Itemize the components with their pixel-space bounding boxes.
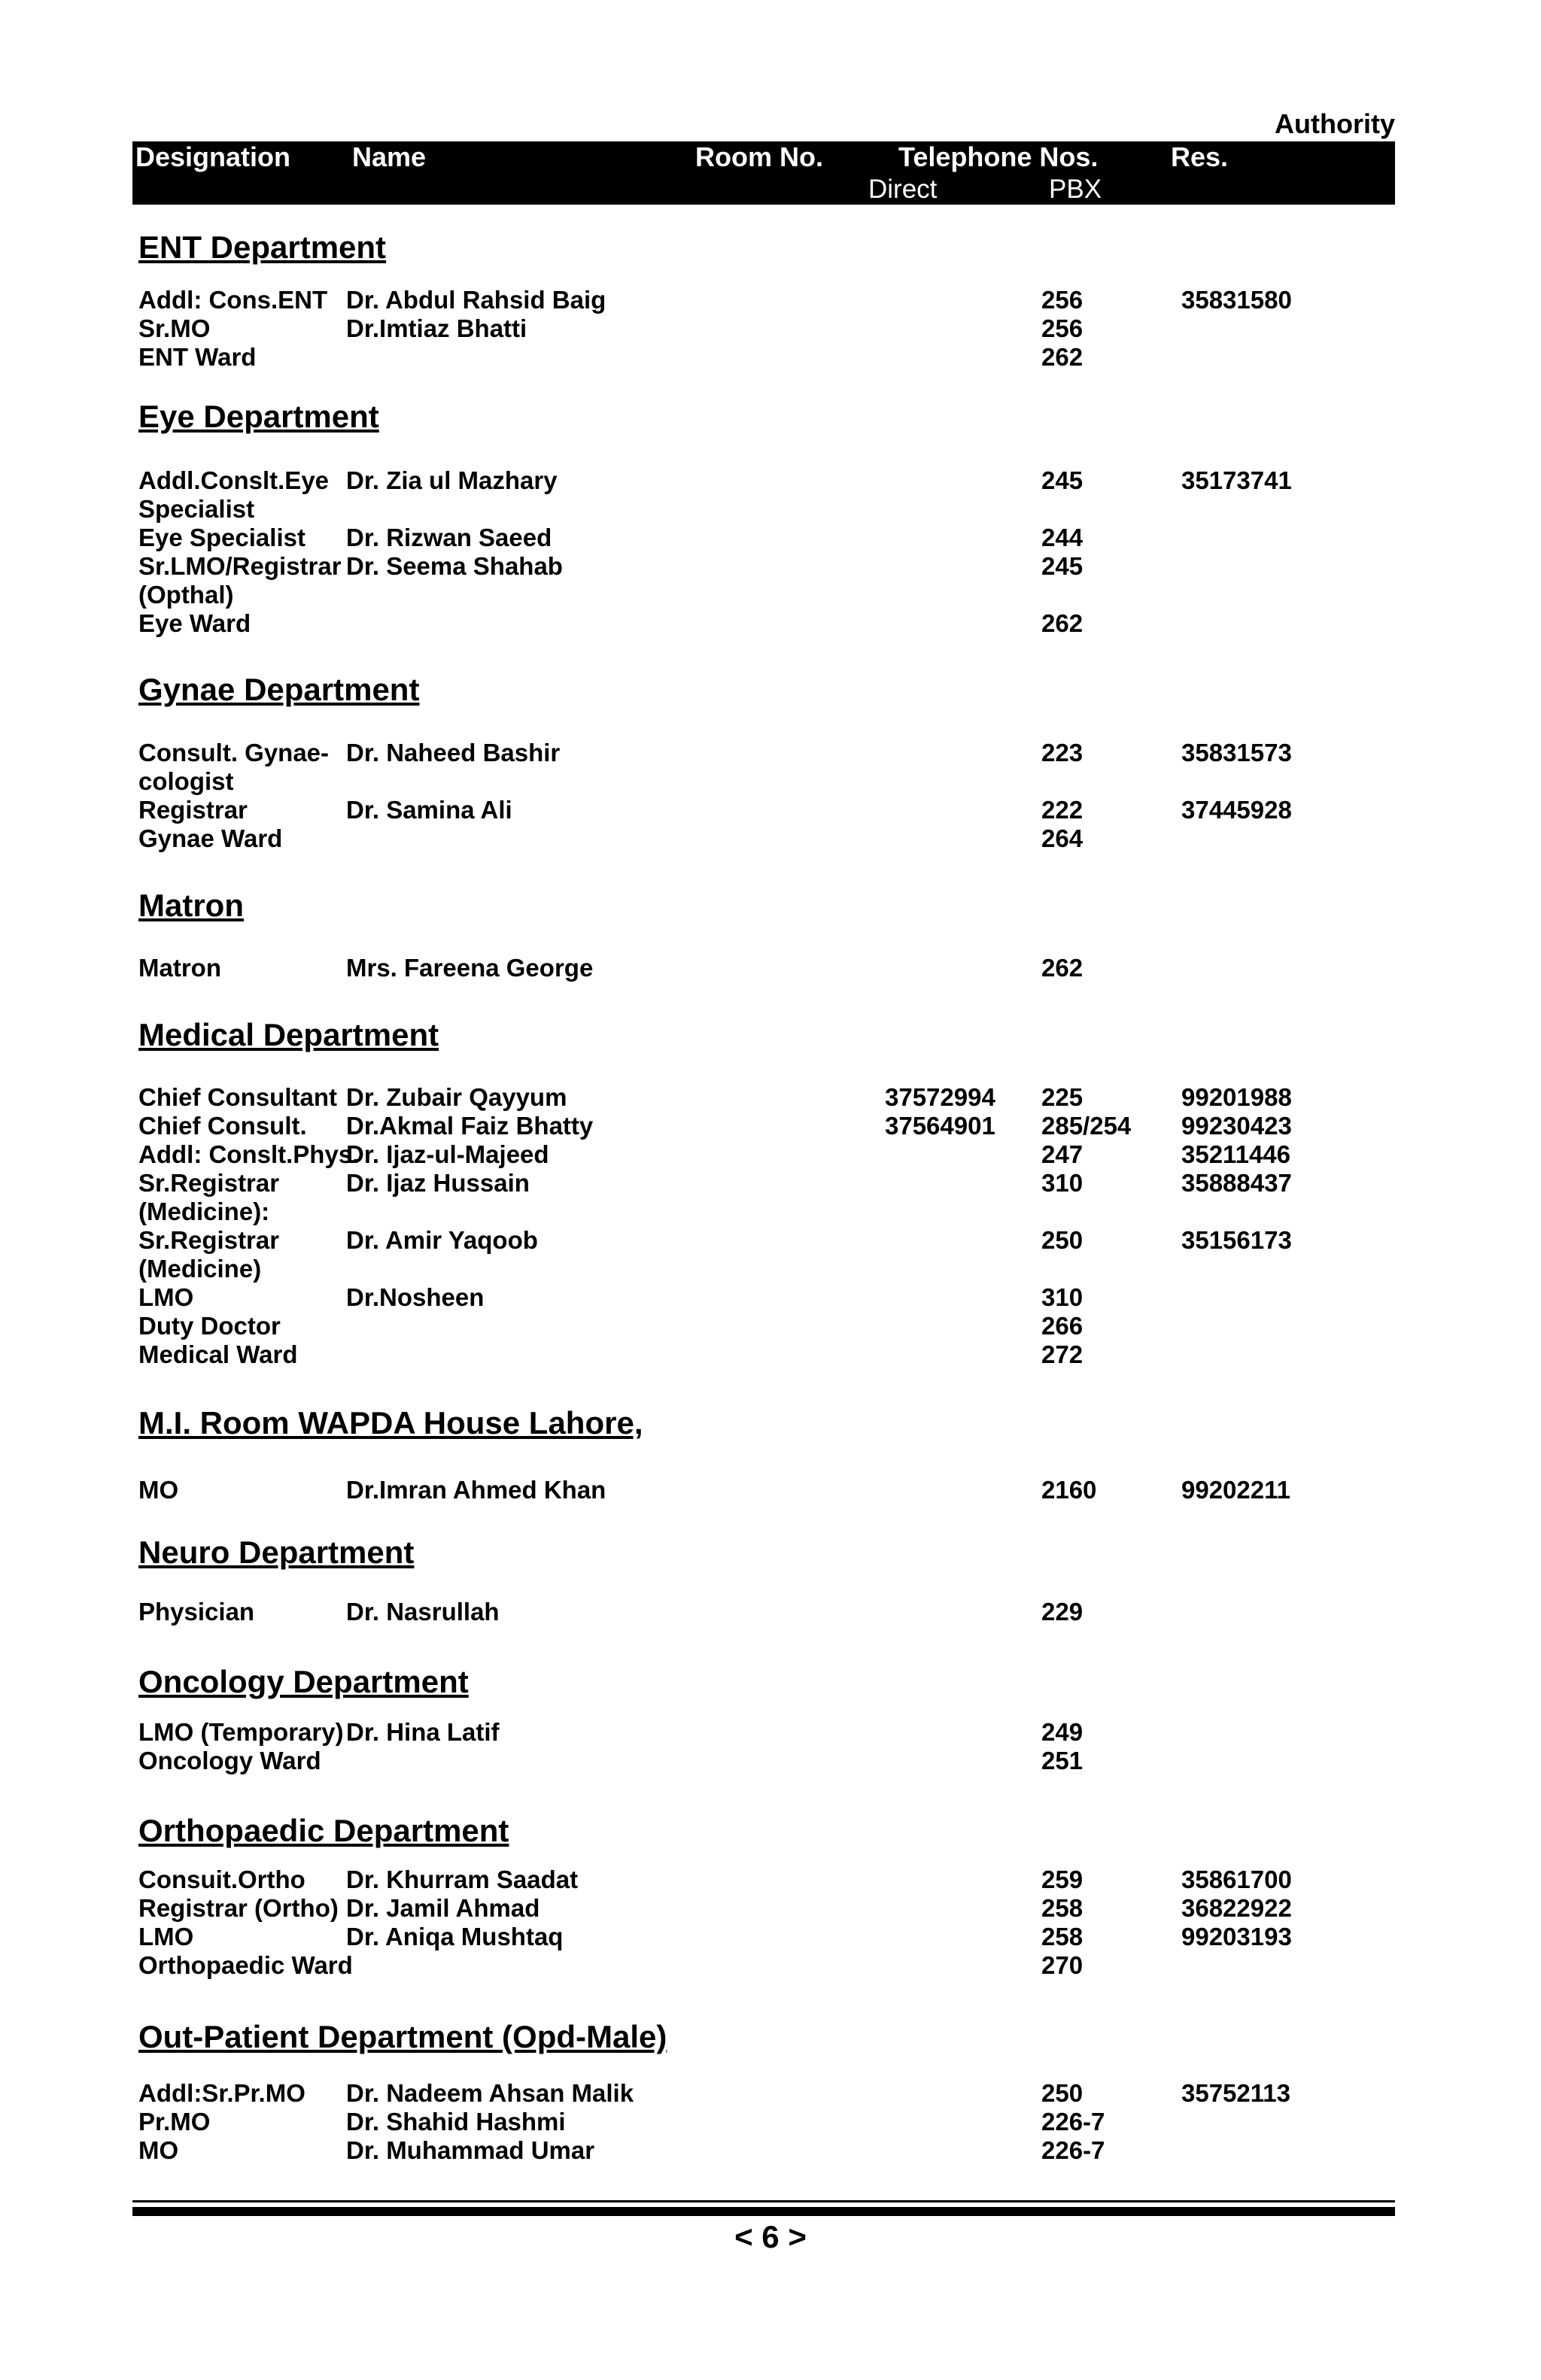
person-name: Dr. Seema Shahab xyxy=(346,552,563,580)
designation: Sr.Registrar xyxy=(138,1226,280,1254)
section-title: Out-Patient Department (Opd-Male) xyxy=(138,2019,667,2054)
table-row xyxy=(0,343,1541,373)
designation: (Opthal) xyxy=(138,581,234,609)
designation: Eye Specialist xyxy=(138,524,305,551)
table-row xyxy=(0,286,1541,316)
designation: Sr.LMO/Registrar xyxy=(138,552,342,580)
person-name: Dr.Nosheen xyxy=(346,1283,485,1311)
table-row xyxy=(0,1598,1541,1628)
person-name: Mrs. Fareena George xyxy=(346,954,594,982)
res-phone: 99201988 xyxy=(1181,1083,1292,1111)
table-row xyxy=(0,2108,1541,2138)
person-name: Dr. Zubair Qayyum xyxy=(346,1083,567,1111)
pbx-ext: 223 xyxy=(1041,739,1084,767)
person-name: Dr. Ijaz-ul-Majeed xyxy=(346,1140,549,1168)
authority-label: Authority xyxy=(1275,108,1395,139)
table-row xyxy=(0,1747,1541,1777)
person-name: Dr. Naheed Bashir xyxy=(346,739,561,767)
person-name: Dr.Imran Ahmed Khan xyxy=(346,1476,606,1504)
section-title: M.I. Room WAPDA House Lahore, xyxy=(138,1405,643,1440)
person-name: Dr.Akmal Faiz Bhatty xyxy=(346,1112,594,1140)
direct-phone: 37564901 xyxy=(885,1112,995,1140)
pbx-ext: 264 xyxy=(1041,824,1084,852)
person-name: Dr. Abdul Rahsid Baig xyxy=(346,286,606,314)
designation: LMO xyxy=(138,1923,194,1950)
person-name: Dr. Jamil Ahmad xyxy=(346,1894,540,1922)
designation: Addl:Sr.Pr.MO xyxy=(138,2079,305,2107)
pbx-ext: 250 xyxy=(1041,2079,1084,2107)
pbx-ext: 310 xyxy=(1041,1169,1084,1197)
pbx-ext: 266 xyxy=(1041,1312,1084,1340)
designation: Addl: Conslt.Phys. xyxy=(138,1140,360,1168)
designation: Chief Consultant xyxy=(138,1083,337,1111)
table-row xyxy=(0,1255,1541,1285)
table-row xyxy=(0,1865,1541,1896)
person-name: Dr.Imtiaz Bhatti xyxy=(346,314,527,342)
pbx-ext: 244 xyxy=(1041,524,1084,551)
designation: Consuit.Ortho xyxy=(138,1865,305,1893)
section-title: Oncology Department xyxy=(138,1664,469,1699)
table-row xyxy=(0,1340,1541,1371)
section-title: Medical Department xyxy=(138,1017,439,1052)
pbx-ext: 249 xyxy=(1041,1718,1084,1746)
res-phone: 99230423 xyxy=(1181,1112,1292,1140)
designation: MO xyxy=(138,1476,179,1504)
person-name: Dr. Samina Ali xyxy=(346,796,512,824)
table-row xyxy=(0,495,1541,525)
pbx-ext: 262 xyxy=(1041,343,1084,371)
table-row xyxy=(0,524,1541,554)
table-row xyxy=(0,1476,1541,1506)
person-name: Dr. Zia ul Mazhary xyxy=(346,466,558,494)
person-name: Dr. Nadeem Ahsan Malik xyxy=(346,2079,634,2107)
table-row xyxy=(0,796,1541,826)
header-telephone: Telephone Nos. xyxy=(898,141,1099,172)
person-name: Dr. Nasrullah xyxy=(346,1598,500,1626)
designation: Addl.Conslt.Eye xyxy=(138,466,330,494)
pbx-ext: 2160 xyxy=(1041,1476,1097,1504)
designation: Consult. Gynae- xyxy=(138,739,330,767)
pbx-ext: 245 xyxy=(1041,466,1084,494)
designation: Physician xyxy=(138,1598,255,1626)
designation: Addl: Cons.ENT xyxy=(138,286,328,314)
table-row xyxy=(0,2079,1541,2109)
res-phone: 35156173 xyxy=(1181,1226,1292,1254)
designation: Duty Doctor xyxy=(138,1312,281,1340)
res-phone: 35211446 xyxy=(1181,1140,1291,1168)
table-row xyxy=(0,1226,1541,1256)
pbx-ext: 258 xyxy=(1041,1894,1084,1922)
res-phone: 99202211 xyxy=(1181,1476,1291,1504)
table-row xyxy=(0,1312,1541,1342)
table-row xyxy=(0,466,1541,496)
section-title: Gynae Department xyxy=(138,672,420,707)
table-row xyxy=(0,824,1541,855)
res-phone: 99203193 xyxy=(1181,1923,1292,1950)
table-row xyxy=(0,1951,1541,1981)
pbx-ext: 285/254 xyxy=(1041,1112,1132,1140)
pbx-ext: 225 xyxy=(1041,1083,1084,1111)
designation: Specialist xyxy=(138,495,255,523)
designation: MO xyxy=(138,2136,179,2164)
pbx-ext: 250 xyxy=(1041,1226,1084,1254)
designation: (Medicine): xyxy=(138,1198,270,1225)
designation: Sr.Registrar xyxy=(138,1169,280,1197)
designation: ENT Ward xyxy=(138,343,257,371)
header-room: Room No. xyxy=(695,141,823,172)
person-name: Dr. Hina Latif xyxy=(346,1718,500,1746)
pbx-ext: 270 xyxy=(1041,1951,1084,1979)
section-title: Matron xyxy=(138,888,244,923)
table-row xyxy=(0,1083,1541,1113)
table-row xyxy=(0,1718,1541,1748)
header-name: Name xyxy=(352,141,427,172)
res-phone: 35831573 xyxy=(1181,739,1292,767)
table-row xyxy=(0,767,1541,797)
designation: Matron xyxy=(138,954,221,982)
table-row xyxy=(0,314,1541,345)
section-title: Neuro Department xyxy=(138,1535,415,1570)
res-phone: 37445928 xyxy=(1181,796,1292,824)
page-number: < 6 > xyxy=(734,2219,807,2254)
designation: LMO (Temporary) xyxy=(138,1718,344,1746)
designation: Sr.MO xyxy=(138,314,211,342)
designation: Registrar xyxy=(138,796,248,824)
pbx-ext: 226-7 xyxy=(1041,2136,1105,2164)
header-pbx: PBX xyxy=(1049,175,1102,204)
person-name: Dr. Shahid Hashmi xyxy=(346,2108,566,2136)
table-row xyxy=(0,581,1541,611)
pbx-ext: 272 xyxy=(1041,1340,1084,1368)
pbx-ext: 256 xyxy=(1041,286,1084,314)
table-row xyxy=(0,739,1541,769)
pbx-ext: 229 xyxy=(1041,1598,1084,1626)
pbx-ext: 310 xyxy=(1041,1283,1084,1311)
footer-divider-thick xyxy=(132,2207,1395,2216)
person-name: Dr. Rizwan Saeed xyxy=(346,524,552,551)
table-row xyxy=(0,1112,1541,1142)
pbx-ext: 262 xyxy=(1041,954,1084,982)
pbx-ext: 247 xyxy=(1041,1140,1084,1168)
table-row xyxy=(0,1923,1541,1953)
pbx-ext: 245 xyxy=(1041,552,1084,580)
designation: LMO xyxy=(138,1283,194,1311)
designation: (Medicine) xyxy=(138,1255,262,1283)
section-title: Eye Department xyxy=(138,399,379,434)
res-phone: 35861700 xyxy=(1181,1865,1292,1893)
designation: Pr.MO xyxy=(138,2108,211,2136)
footer-divider xyxy=(132,2200,1395,2202)
designation: Medical Ward xyxy=(138,1340,298,1368)
designation: Oncology Ward xyxy=(138,1747,321,1774)
person-name: Dr. Ijaz Hussain xyxy=(346,1169,530,1197)
person-name: Dr. Khurram Saadat xyxy=(346,1865,579,1893)
res-phone: 35831580 xyxy=(1181,286,1292,314)
pbx-ext: 258 xyxy=(1041,1923,1084,1950)
designation: Chief Consult. xyxy=(138,1112,307,1140)
res-phone: 35173741 xyxy=(1181,466,1292,494)
table-row xyxy=(0,1169,1541,1199)
person-name: Dr. Amir Yaqoob xyxy=(346,1226,538,1254)
designation: Orthopaedic Ward xyxy=(138,1951,353,1979)
person-name: Dr. Aniqa Mushtaq xyxy=(346,1923,564,1950)
section-title: ENT Department xyxy=(138,229,387,265)
header-designation: Designation xyxy=(135,141,291,172)
header-direct: Direct xyxy=(868,175,938,204)
table-row xyxy=(0,1140,1541,1170)
pbx-ext: 222 xyxy=(1041,796,1084,824)
pbx-ext: 262 xyxy=(1041,609,1084,637)
designation: cologist xyxy=(138,767,234,795)
person-name: Dr. Muhammad Umar xyxy=(346,2136,595,2164)
table-row xyxy=(0,1894,1541,1924)
direct-phone: 37572994 xyxy=(885,1083,995,1111)
pbx-ext: 259 xyxy=(1041,1865,1084,1893)
pbx-ext: 226-7 xyxy=(1041,2108,1105,2136)
table-row xyxy=(0,1283,1541,1313)
designation: Gynae Ward xyxy=(138,824,283,852)
table-row xyxy=(0,2136,1541,2166)
pbx-ext: 256 xyxy=(1041,314,1084,342)
table-header xyxy=(132,141,1395,205)
table-row xyxy=(0,609,1541,639)
table-row xyxy=(0,1198,1541,1228)
header-res: Res. xyxy=(1171,141,1229,172)
res-phone: 36822922 xyxy=(1181,1894,1292,1922)
table-row xyxy=(0,552,1541,582)
designation: Registrar (Ortho) xyxy=(138,1894,339,1922)
designation: Eye Ward xyxy=(138,609,251,637)
pbx-ext: 251 xyxy=(1041,1747,1084,1774)
table-row xyxy=(0,954,1541,984)
res-phone: 35752113 xyxy=(1181,2079,1291,2107)
res-phone: 35888437 xyxy=(1181,1169,1292,1197)
section-title: Orthopaedic Department xyxy=(138,1813,509,1848)
